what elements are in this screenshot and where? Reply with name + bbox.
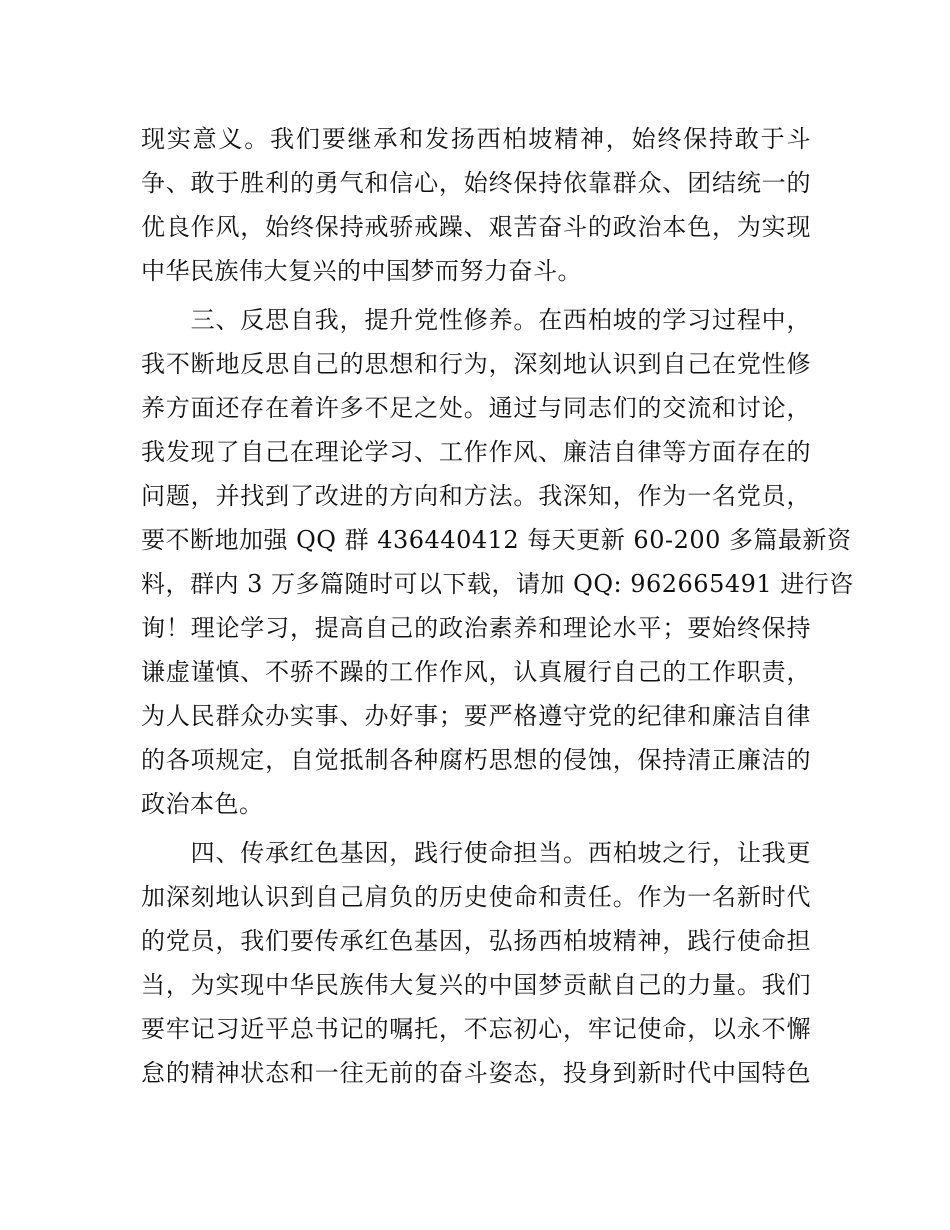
text-line: 问题，并找到了改进的方向和方法。我深知，作为一名党员， xyxy=(141,482,811,510)
text-line: 料，群内 3 万多篇随时可以下载，请加 QQ: 962665491 进行咨 xyxy=(141,570,854,598)
text-line: 我不断地反思自己的思想和行为，深刻地认识到自己在党性修 xyxy=(141,350,811,378)
text-line: 养方面还存在着许多不足之处。通过与同志们的交流和讨论， xyxy=(141,394,811,422)
text-line: 现实意义。我们要继承和发扬西柏坡精神，始终保持敢于斗 xyxy=(141,125,811,153)
text-line: 四、传承红色基因，践行使命担当。西柏坡之行，让我更 xyxy=(141,839,811,867)
text-line: 我发现了自己在理论学习、工作作风、廉洁自律等方面存在的 xyxy=(141,438,811,466)
text-line: 的党员，我们要传承红色基因，弘扬西柏坡精神，践行使命担 xyxy=(141,927,811,955)
text-line: 怠的精神状态和一往无前的奋斗姿态，投身到新时代中国特色 xyxy=(141,1059,811,1087)
text-line: 中华民族伟大复兴的中国梦而努力奋斗。 xyxy=(141,257,582,285)
text-line: 三、反思自我，提升党性修养。在西柏坡的学习过程中， xyxy=(141,306,811,334)
text-line: 询！理论学习，提高自己的政治素养和理论水平；要始终保持 xyxy=(141,614,811,642)
text-line: 的各项规定，自觉抵制各种腐朽思想的侵蚀，保持清正廉洁的 xyxy=(141,746,811,774)
text-line: 为人民群众办实事、办好事；要严格遵守党的纪律和廉洁自律 xyxy=(141,702,811,730)
text-line: 优良作风，始终保持戒骄戒躁、艰苦奋斗的政治本色，为实现 xyxy=(141,213,811,241)
text-line: 争、敢于胜利的勇气和信心，始终保持依靠群众、团结统一的 xyxy=(141,169,811,197)
text-line: 要不断地加强 QQ 群 436440412 每天更新 60-200 多篇最新资 xyxy=(141,526,852,554)
text-line: 政治本色。 xyxy=(141,790,264,818)
text-line: 要牢记习近平总书记的嘱托，不忘初心，牢记使命，以永不懈 xyxy=(141,1015,811,1043)
text-line: 当，为实现中华民族伟大复兴的中国梦贡献自己的力量。我们 xyxy=(141,971,811,999)
text-line: 加深刻地认识到自己肩负的历史使命和责任。作为一名新时代 xyxy=(141,883,811,911)
text-line: 谦虚谨慎、不骄不躁的工作作风，认真履行自己的工作职责， xyxy=(141,658,811,686)
